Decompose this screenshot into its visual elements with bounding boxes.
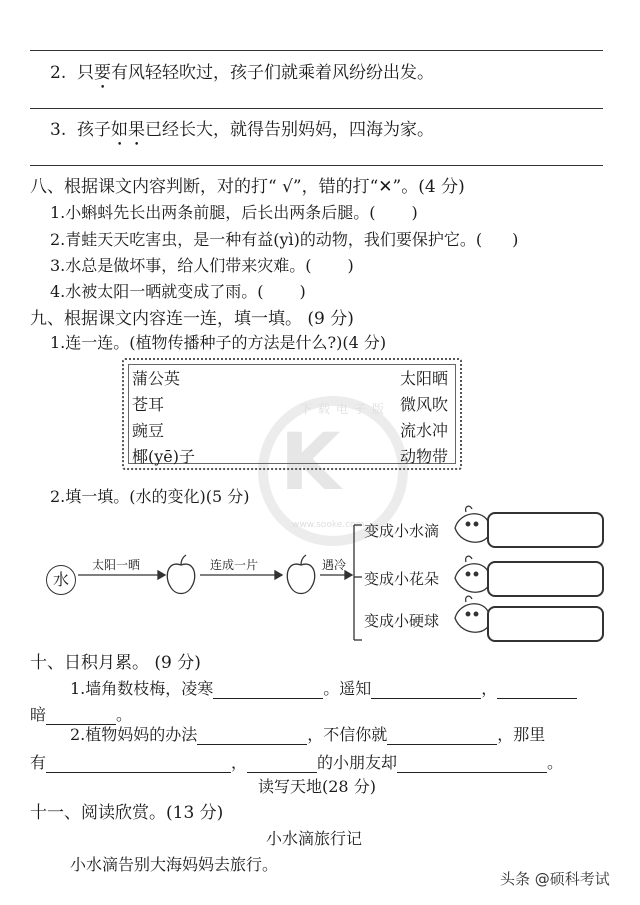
branch-1: 变成小水滴 — [364, 522, 440, 540]
answer-box-3[interactable] — [487, 606, 604, 642]
section-8-q4: 4.水被太阳一晒就变成了雨。( ) — [50, 282, 306, 301]
match-right-4[interactable]: 动物带 — [400, 447, 449, 466]
section-9-sub2: 2.填一填。(水的变化)(5 分) — [50, 487, 250, 506]
match-right-1[interactable]: 太阳晒 — [400, 369, 449, 388]
story-title: 小水滴旅行记 — [266, 829, 363, 848]
section-9-sub1: 1.连一连。(植物传播种子的方法是什么?)(4 分) — [50, 333, 387, 352]
section-8-q2: 2.青蛙天天吃害虫，是一种有益(yì)的动物，我们要保护它。( ) — [50, 230, 519, 249]
match-left-1[interactable]: 蒲公英 — [132, 369, 181, 388]
sentence-2: 2. 只要有风轻轻吹过，孩子们就乘着风纷纷出发。 — [50, 63, 435, 83]
fill-blank[interactable] — [497, 682, 577, 699]
watermark-letter: K — [280, 418, 341, 508]
poem-line-1: 1.墙角数枝梅，凌寒 。遥知 ， — [70, 676, 577, 699]
answer-box-1[interactable] — [487, 512, 604, 548]
match-left-3[interactable]: 豌豆 — [132, 421, 165, 440]
poem-line-2: 2.植物妈妈的办法 ，不信你就 ，那里 — [70, 725, 546, 744]
answer-box-2[interactable] — [487, 561, 604, 597]
watermark-top-text: 下载电子版 — [300, 402, 391, 416]
branch-3: 变成小硬球 — [364, 612, 440, 630]
arrow-label-1: 太阳一晒 — [92, 558, 141, 572]
story-first-line: 小水滴告别大海妈妈去旅行。 — [70, 855, 279, 874]
match-right-2[interactable]: 微风吹 — [400, 395, 449, 414]
arrow-label-2: 连成一片 — [210, 558, 259, 572]
fill-blank[interactable] — [397, 756, 547, 773]
match-left-4[interactable]: 椰(yē)子 — [132, 447, 195, 466]
fill-blank[interactable] — [247, 756, 317, 773]
watermark-url: www.sooke.com — [292, 520, 365, 530]
section-8-q1: 1.小蝌蚪先长出两条前腿，后长出两条后腿。( ) — [50, 203, 418, 222]
fill-blank[interactable] — [387, 728, 497, 745]
section-8-title: 八、根据课文内容判断，对的打“ √”，错的打“✕”。(4 分) — [30, 177, 465, 197]
section-11-title: 十一、阅读欣赏。(13 分) — [30, 803, 224, 823]
poem-line-1-cont: 暗 。 — [30, 705, 133, 724]
branch-2: 变成小花朵 — [364, 570, 440, 588]
section-10-title: 十、日积月累。 (9 分) — [30, 653, 201, 673]
sentence-3: 3. 孩子如果已经长大，就得告别妈妈，四海为家。 — [50, 120, 435, 140]
arrow-label-3: 遇冷 — [322, 558, 347, 572]
fill-blank[interactable] — [213, 682, 323, 699]
section-8-q3: 3.水总是做坏事，给人们带来灾难。( ) — [50, 256, 354, 275]
part-heading: 读写天地(28 分) — [258, 777, 376, 796]
fill-blank[interactable] — [46, 756, 231, 773]
water-start: 水 — [46, 565, 76, 595]
footer-watermark: 头条 @硕科考试 — [500, 870, 610, 888]
fill-blank[interactable] — [371, 682, 481, 699]
match-left-2[interactable]: 苍耳 — [132, 395, 165, 414]
section-9-title: 九、根据课文内容连一连，填一填。 (9 分) — [30, 309, 354, 329]
match-right-3[interactable]: 流水冲 — [400, 421, 449, 440]
poem-line-2-cont: 有 ， 的小朋友却 。 — [30, 753, 564, 772]
fill-blank[interactable] — [197, 728, 307, 745]
